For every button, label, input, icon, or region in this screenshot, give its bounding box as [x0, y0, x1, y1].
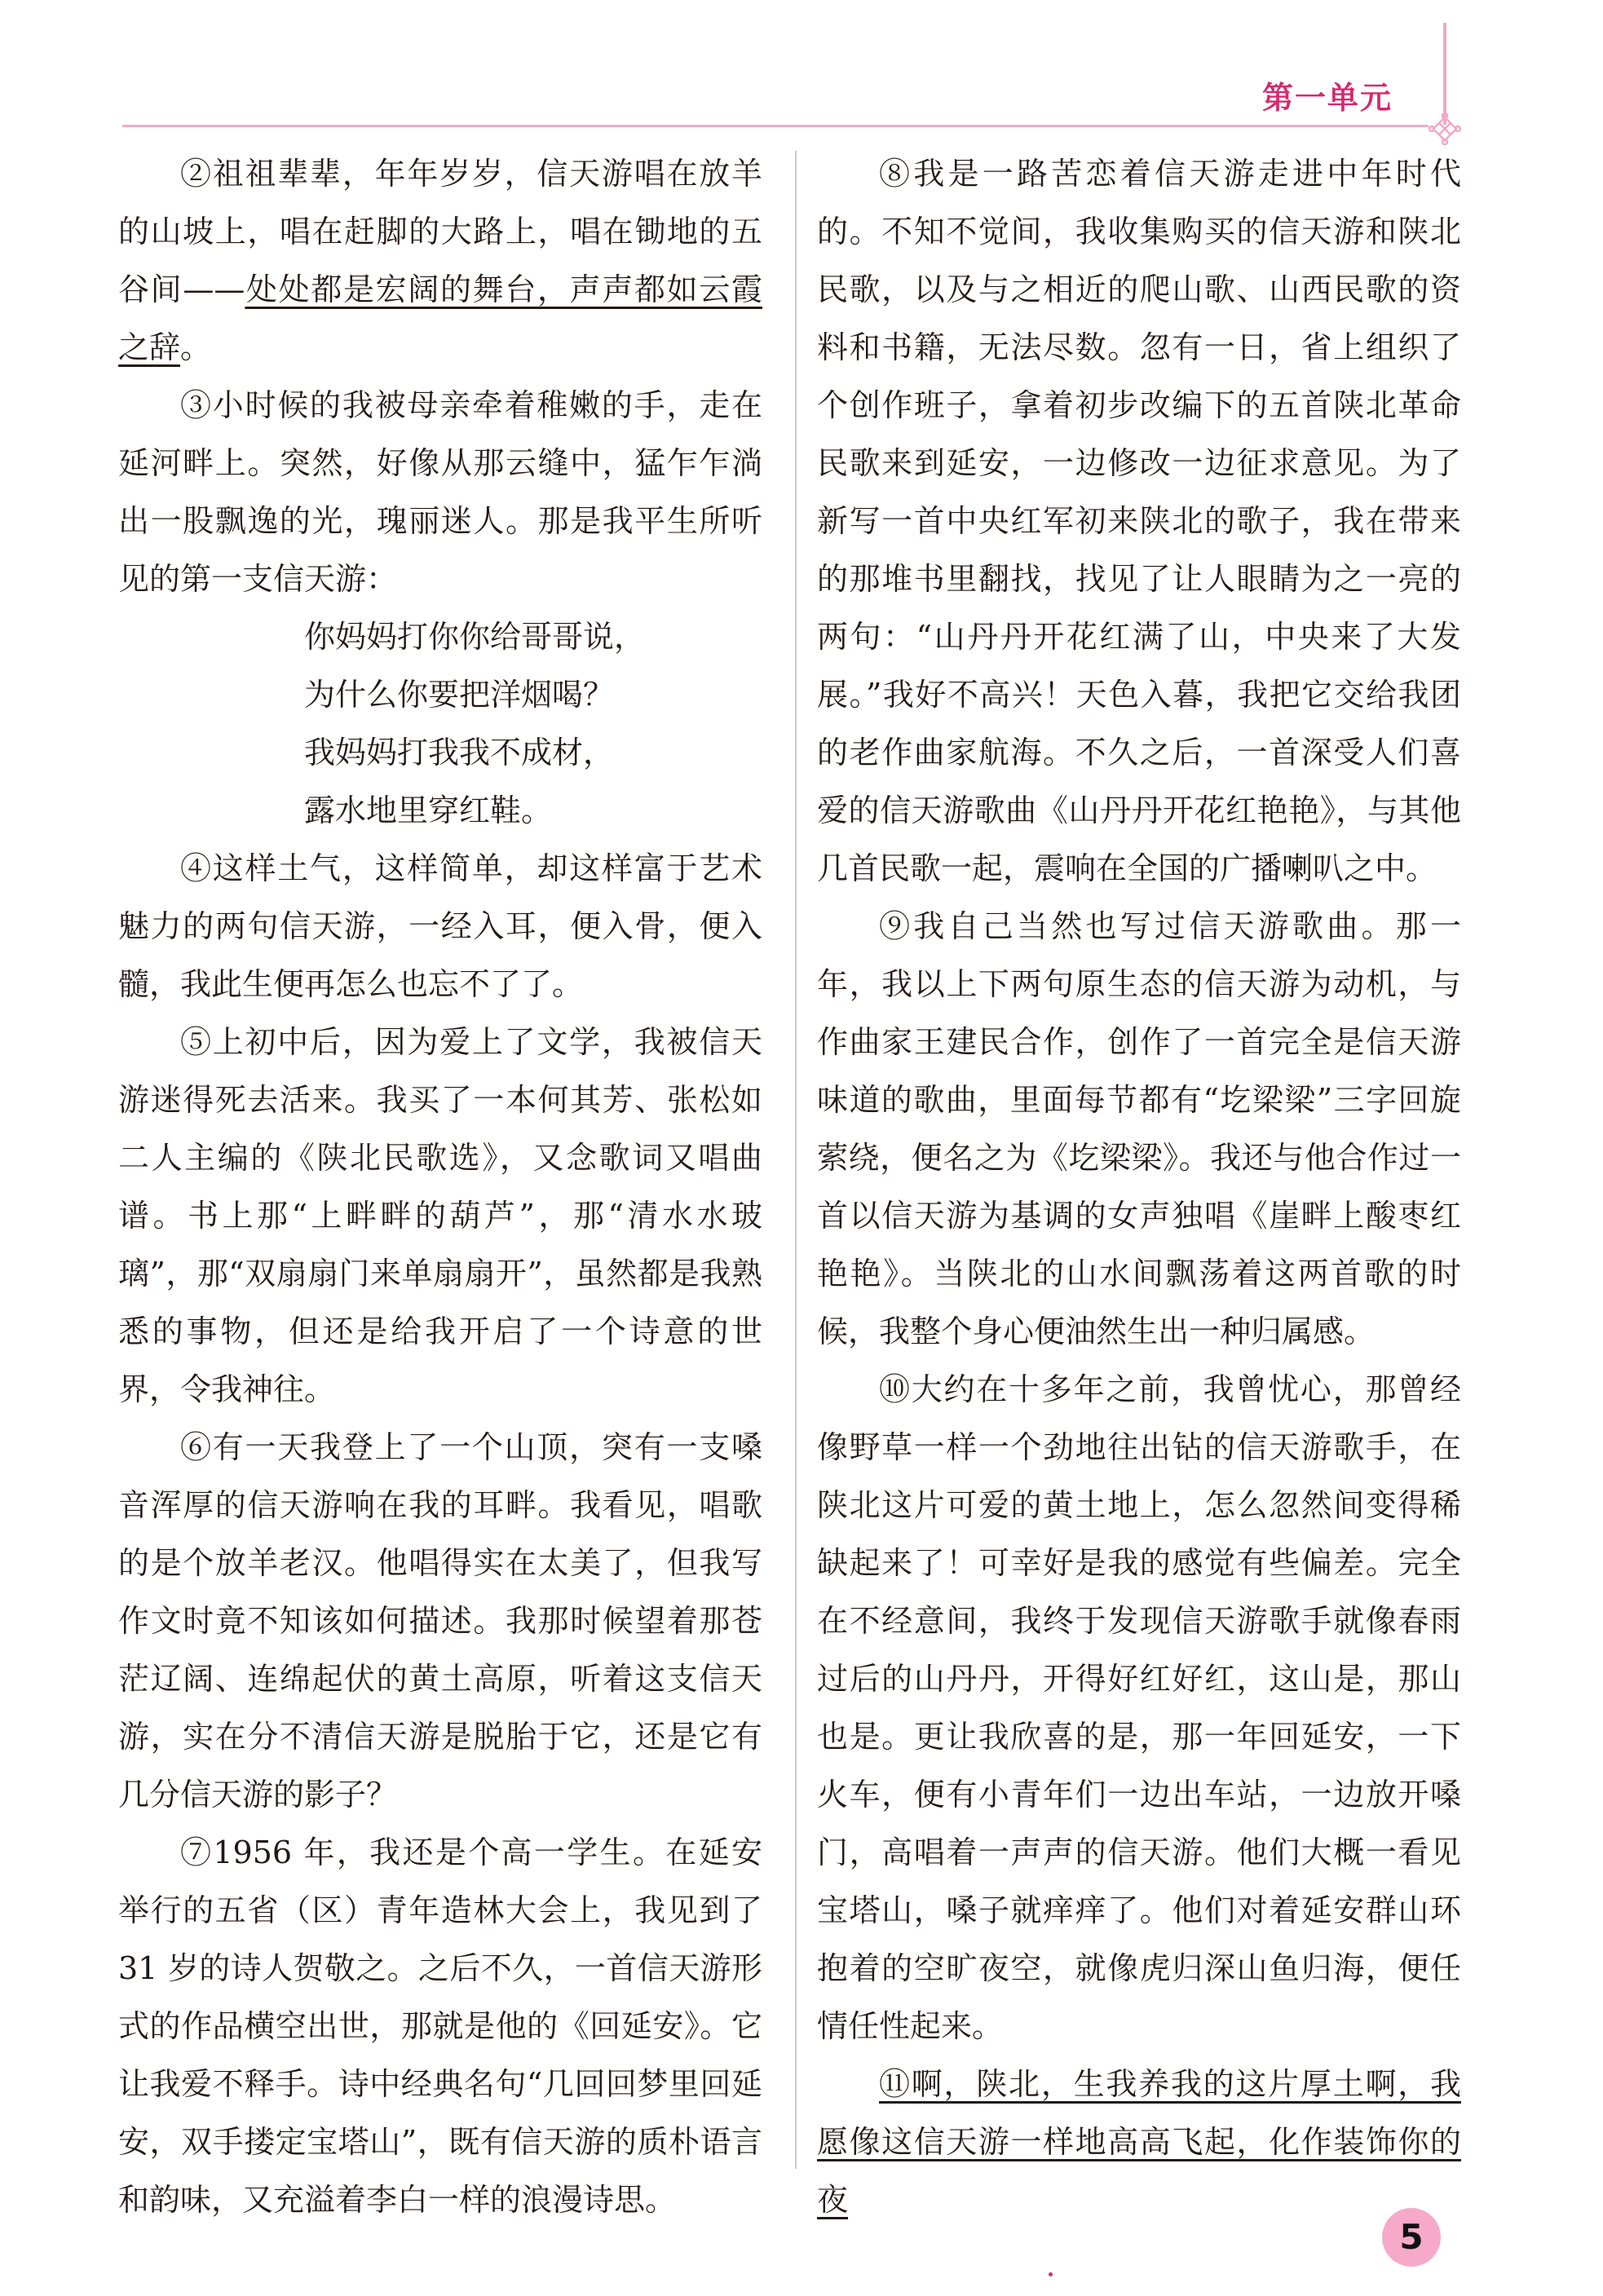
column-divider — [795, 151, 797, 2169]
chinese-knot-icon — [1429, 113, 1461, 145]
header-rule — [122, 125, 1429, 127]
paragraph-4: ④这样土气，这样简单，却这样富于艺术魅力的两句信天游，一经入耳，便入骨，便入髓，我此生便再怎么也忘不了了。 — [118, 850, 762, 1002]
page-number: 5 — [1382, 2208, 1441, 2267]
paragraph-5: ⑤上初中后，因为爱上了文学，我被信天游迷得死去活来。我买了一本何其芳、张松如二人主编的《陕北民歌选》，又念歌词又唱曲谱。书上那“上畔畔的葫芦”，那“清水水玻璃”，那“双扇扇门来单扇扇开”，虽然都是我熟悉的事物，但还是给我开启了一个诗意的世界，令我神往。 — [118, 1024, 762, 1407]
left-column — [118, 145, 762, 2229]
underlined-sentence: 处处都是宏阔的舞台，声声都如云霞之辞 — [118, 272, 762, 365]
right-column — [817, 145, 1461, 2229]
underlined-sentence: ⑪啊，陕北，生我养我的这片厚土啊，我愿像这信天游一样地高高飞起，化作装饰你的夜 — [817, 2066, 1461, 2218]
decorative-dot — [1049, 2272, 1053, 2276]
paragraph-2: ②祖祖辈辈，年年岁岁，信天游唱在放羊的山坡上，唱在赶脚的大路上，唱在锄地的五谷间——处处都是宏阔的舞台，声声都如云霞之辞。 — [118, 156, 762, 365]
unit-title: 第一单元 — [1262, 80, 1393, 116]
folk-song-verse — [304, 608, 762, 840]
verse-line: 为什么你要把洋烟喝？ — [304, 677, 615, 713]
paragraph-3: ③小时候的我被母亲牵着稚嫩的手，走在延河畔上。突然，好像从那云缝中，猛乍乍淌出一股飘逸的光，瑰丽迷人。那是我平生所听见的第一支信天游： — [118, 387, 762, 597]
paragraph-11 — [817, 2055, 1461, 2229]
paragraph-10: ⑩大约在十多年之前，我曾忧心，那曾经像野草一样一个劲地往出钻的信天游歌手，在陕北这片可爱的黄土地上，怎么忽然间变得稀缺起来了！可幸好是我的感觉有些偏差。完全在不经意间，我终于发现信天游歌手就像春雨过后的山丹丹，开得好红好红，这山是，那山也是。更让我欣喜的是，那一年回延安，一下火车，便有小青年们一边出车站，一边放开嗓门，高唱着一声声的信天游。他们大概一看见宝塔山，嗓子就痒痒了。他们对着延安群山环抱着的空旷夜空，就像虎归深山鱼归海，便任情任性起来。 — [817, 1371, 1461, 2044]
verse-line: 你妈妈打你你给哥哥说， — [304, 619, 646, 655]
paragraph-6: ⑥有一天我登上了一个山顶，突有一支嗓音浑厚的信天游响在我的耳畔。我看见，唱歌的是个放羊老汉。他唱得实在太美了，但我写作文时竟不知该如何描述。我那时候望着那苍茫辽阔、连绵起伏的黄土高原，听着这支信天游，实在分不清信天游是脱胎于它，还是它有几分信天游的影子？ — [118, 1429, 762, 1813]
paragraph-9: ⑨我自己当然也写过信天游歌曲。那一年，我以上下两句原生态的信天游为动机，与作曲家王建民合作，创作了一首完全是信天游味道的歌曲，里面每节都有“圪梁梁”三字回旋萦绕，便名之为《圪梁梁》。我还与他合作过一首以信天游为基调的女声独唱《崖畔上酸枣红艳艳》。当陕北的山水间飘荡着这两首歌的时候，我整个身心便油然生出一种归属感。 — [817, 908, 1461, 1349]
verse-line: 露水地里穿红鞋。 — [304, 793, 553, 828]
header-decoration-line — [1443, 23, 1446, 125]
paragraph-7: ⑦1956 年，我还是个高一学生。在延安举行的五省（区）青年造林大会上，我见到了31 岁的诗人贺敬之。之后不久，一首信天游形式的作品横空出世，那就是他的《回延安》。它让我爱不释手。诗中经典名句“几回回梦里回延安，双手搂定宝塔山”，既有信天游的质朴语言和韵味，又充溢着李白一样的浪漫诗思。 — [118, 1835, 762, 2218]
verse-line: 我妈妈打我我不成材， — [304, 735, 615, 770]
paragraph-8: ⑧我是一路苦恋着信天游走进中年时代的。不知不觉间，我收集购买的信天游和陕北民歌，以及与之相近的爬山歌、山西民歌的资料和书籍，无法尽数。忽有一日，省上组织了个创作班子，拿着初步改编下的五首陕北革命民歌来到延安，一边修改一边征求意见。为了新写一首中央红军初来陕北的歌子，我在带来的那堆书里翻找，找见了让人眼睛为之一亮的两句：“山丹丹开花红满了山，中央来了大发展。”我好不高兴！天色入暮，我把它交给我团的老作曲家航海。不久之后，一首深受人们喜爱的信天游歌曲《山丹丹开花红艳艳》，与其他几首民歌一起，震响在全国的广播喇叭之中。 — [817, 156, 1461, 886]
